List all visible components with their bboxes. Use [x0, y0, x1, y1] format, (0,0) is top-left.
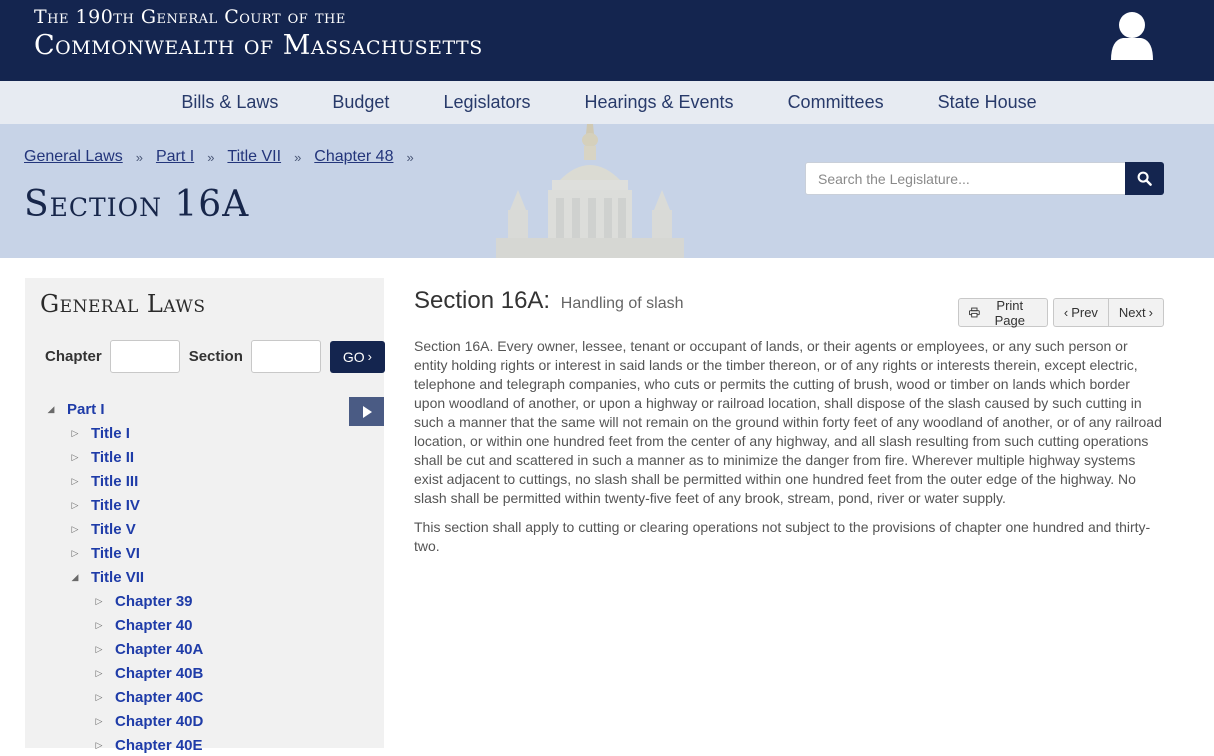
tree-item-label[interactable]: Title IV	[91, 496, 140, 514]
site-header	[0, 0, 1214, 81]
breadcrumb-separator: »	[207, 149, 215, 165]
tree-item[interactable]	[69, 542, 140, 564]
section-heading: Section 16A:	[414, 287, 551, 314]
expanded-icon[interactable]: ◢	[47, 403, 55, 414]
search-icon	[1137, 171, 1152, 186]
general-laws-sidebar	[25, 278, 384, 754]
tree-item[interactable]	[93, 686, 203, 708]
print-page-button[interactable]	[958, 298, 1048, 327]
tree-item-label[interactable]: Title II	[91, 448, 135, 466]
chapter-section-lookup	[45, 340, 385, 373]
collapsed-icon[interactable]: ▷	[71, 523, 79, 534]
page-title: Section 16A	[24, 184, 250, 225]
tree-item[interactable]	[69, 470, 138, 492]
state-house-dome-image	[490, 124, 690, 258]
brand-line-2: Commonwealth of Massachusetts	[34, 30, 483, 61]
expanded-icon[interactable]: ◢	[71, 571, 79, 582]
page-banner	[0, 124, 1214, 258]
tree-item[interactable]	[45, 398, 105, 420]
section-text: Section 16A. Every owner, lessee, tenant or occupant of lands, or their agents or employees, or any such person or entity holding rights or interest in said lands or the timber thereon, or of any rights or interests therein, except electric, telephone and telegraph companies, who cuts or permits the cutting of brush, wood or timber on lands which border upon woodland of another, or upon a highway or railroad location, shall dispose of the slash caused by such cutting in such a manner that the same will not remain on the ground within forty feet of any woodland of another, or of any railroad location, or within one hundred feet from the center of any highway, and all slash resulting from such cutting operations shall be cut and scattered in such a manner as to minimize the danger from fire. Wherever multiple highway systems exist adjacent to cuttings, no slash shall be permitted within one hundred feet from the outer edge of the highway. No slash shall be permitted within twenty-five feet of any brook, stream, pond, river or water supply.	[414, 338, 1162, 506]
breadcrumb	[24, 148, 427, 166]
tree-item[interactable]	[93, 614, 193, 636]
collapsed-icon[interactable]: ▷	[71, 547, 79, 558]
search-box	[805, 162, 1164, 195]
tree-item-label[interactable]: Chapter 40D	[115, 712, 204, 730]
tree-item[interactable]	[69, 518, 136, 540]
tree-item-label[interactable]: Title I	[91, 424, 130, 442]
collapsed-icon[interactable]: ▷	[71, 427, 79, 438]
print-page-label: Print Page	[994, 297, 1025, 328]
user-icon[interactable]	[1108, 10, 1156, 62]
collapsed-icon[interactable]: ▷	[71, 475, 79, 486]
tree-item[interactable]	[69, 494, 140, 516]
collapsed-icon[interactable]: ▷	[71, 451, 79, 462]
breadcrumb-separator: »	[294, 149, 302, 165]
section-toolbar	[958, 298, 1164, 327]
tree-item-label[interactable]: Title VI	[91, 544, 140, 562]
tree-item-label[interactable]: Title VII	[91, 568, 145, 586]
main-nav	[0, 81, 1214, 124]
section-input[interactable]	[251, 340, 321, 373]
nav-committees[interactable]: Committees	[787, 92, 884, 112]
tree-item[interactable]	[93, 590, 193, 612]
nav-budget[interactable]: Budget	[332, 92, 390, 112]
collapsed-icon[interactable]: ▷	[95, 595, 103, 606]
chapter-label: Chapter	[45, 348, 102, 365]
next-label: Next	[1118, 305, 1146, 320]
chapter-input[interactable]	[110, 340, 180, 373]
tree-item-label[interactable]: Title III	[91, 472, 139, 490]
tree-item-label[interactable]: Chapter 40C	[115, 688, 204, 706]
tree-item-label[interactable]: Chapter 40	[115, 616, 193, 634]
tree-item-label[interactable]: Chapter 40B	[115, 664, 204, 682]
collapsed-icon[interactable]: ▷	[71, 499, 79, 510]
breadcrumb-separator: »	[135, 149, 143, 165]
section-text: This section shall apply to cutting or clearing operations not subject to the provisions of chapter one hundred and thirty-two.	[414, 519, 1151, 554]
print-icon	[969, 307, 980, 318]
breadcrumb-title-vii[interactable]: Title VII	[227, 148, 282, 165]
breadcrumb-part-i[interactable]: Part I	[155, 148, 195, 165]
collapsed-icon[interactable]: ▷	[95, 643, 103, 654]
prev-label: Prev	[1071, 305, 1098, 320]
collapsed-icon[interactable]: ▷	[95, 691, 103, 702]
tree-item[interactable]	[69, 446, 134, 468]
chevron-right-icon: ›	[367, 349, 372, 364]
collapsed-icon[interactable]: ▷	[95, 739, 103, 750]
prev-section-button[interactable]	[1053, 298, 1108, 327]
breadcrumb-chapter-48[interactable]: Chapter 48	[314, 148, 394, 165]
collapsed-icon[interactable]: ▷	[95, 667, 103, 678]
tree-item[interactable]	[93, 710, 203, 732]
tree-item-label[interactable]: Chapter 40E	[115, 736, 203, 754]
tree-item-label[interactable]: Chapter 39	[115, 592, 193, 610]
collapsed-icon[interactable]: ▷	[95, 619, 103, 630]
tree-item-label[interactable]: Title V	[91, 520, 136, 538]
tree-item[interactable]	[69, 422, 130, 444]
go-button-label: GO	[342, 348, 365, 365]
tree-item-label[interactable]: Part I	[67, 400, 105, 418]
nav-bills-laws[interactable]: Bills & Laws	[181, 92, 279, 112]
chevron-right-icon: ›	[1148, 305, 1153, 320]
search-input[interactable]	[805, 162, 1125, 195]
caret-right-icon	[361, 405, 373, 419]
search-button[interactable]	[1125, 162, 1164, 195]
collapse-sidebar-button[interactable]	[349, 397, 384, 426]
next-section-button[interactable]	[1108, 298, 1164, 327]
tree-item[interactable]	[93, 662, 203, 684]
chevron-left-icon: ‹	[1063, 305, 1069, 320]
sidebar-title: General Laws	[40, 290, 206, 318]
section-label: Section	[188, 348, 243, 365]
tree-item[interactable]	[69, 566, 144, 588]
breadcrumb-general-laws[interactable]: General Laws	[24, 148, 123, 165]
go-button[interactable]	[330, 341, 385, 373]
nav-hearings-events[interactable]: Hearings & Events	[584, 92, 734, 112]
brand-line-1: The 190th General Court of the	[34, 6, 346, 28]
site-brand[interactable]	[34, 6, 483, 64]
nav-legislators[interactable]: Legislators	[443, 92, 531, 112]
collapsed-icon[interactable]: ▷	[95, 715, 103, 726]
nav-state-house[interactable]: State House	[937, 92, 1037, 112]
tree-item-label[interactable]: Chapter 40A	[115, 640, 204, 658]
tree-item[interactable]	[93, 734, 203, 756]
breadcrumb-separator: »	[406, 149, 414, 165]
section-subheading: Handling of slash	[560, 295, 684, 312]
section-content	[414, 286, 1164, 556]
tree-item[interactable]	[93, 638, 203, 660]
